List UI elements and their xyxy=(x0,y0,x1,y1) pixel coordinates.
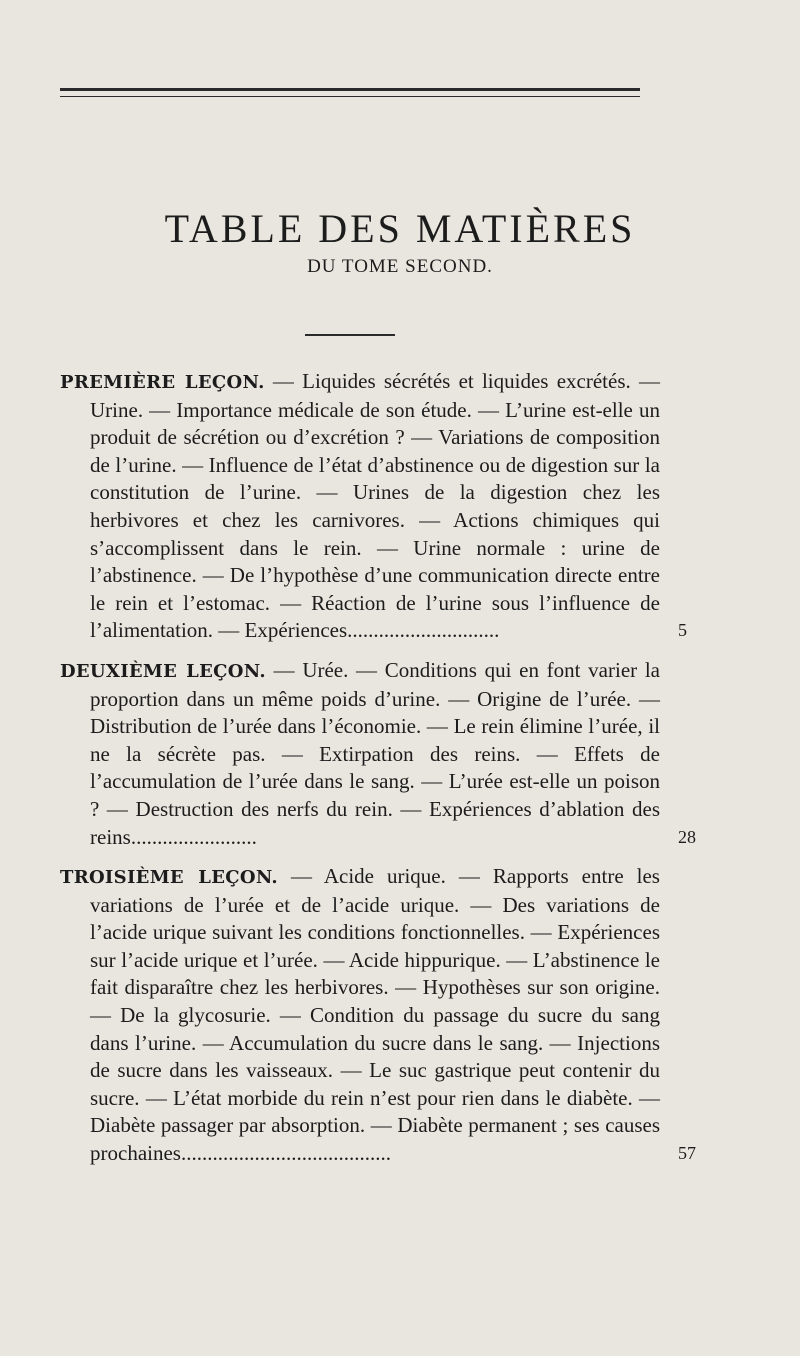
top-double-rule xyxy=(60,88,640,91)
entry-text: — Acide urique. — Rapports entre les variations de l’urée et de l’acide urique. — Des variations de l’acide urique suivant les conditions fonctionnelles. — Expériences sur l’acide urique et l’urée. — Acide hippurique. — L’abstinence le fait disparaître chez les herbivores. — Hypothèses sur son origine. — De la glycosurie. — Condition du passage du sucre du sang dans l’urine. — Accumulation du sucre dans le sang. — Injections de sucre dans les vaisseaux. — Le suc gastrique peut contenir du sucre. — L’état morbide du rein n’est pour rien dans le diabète. — Diabète passager par absorption. — Diabète permanent ; ses causes prochaines........................................ xyxy=(90,864,660,1166)
page-title: TABLE DES MATIÈRES xyxy=(164,205,636,251)
entry-text: — Liquides sécrétés et liquides excrétés. — Urine. — Importance médicale de son étude. — L’urine est-elle un produit de sécrétion ou d’excrétion ? — Variations de composition de l’urine. — Influence de l’état d’abstinence ou de digestion sur la constitution de l’urine. — Urines de la digestion chez les herbivores et chez les carnivores. — Actions chimiques qui s’accomplissent dans le rein. — Urine normale : urine de l’abstinence. — De l’hypothèse d’une communication directe entre le rein et l’estomac. — Réaction de l’urine sous l’influence de l’alimentation. — Expériences............................. xyxy=(90,369,660,643)
entry-heading: TROISIÈME LEÇON. xyxy=(60,867,278,889)
page-subtitle: DU TOME SECOND. xyxy=(307,256,493,277)
entry-heading: DEUXIÈME LEÇON. xyxy=(60,660,266,682)
entry-heading: PREMIÈRE LEÇON. xyxy=(60,372,265,393)
toc-entry-lecon-3: TROISIÈME LEÇON. — Acide urique. — Rapports entre les variations de l’urée et de l’acide urique. — Des variations de l’acide urique suivant les conditions fonctionnelles. — Expériences sur l’acide urique et l’urée. — Acide hippurique. — L’abstinence le fait disparaître chez les herbivores. — Hypothèses sur son origine. — De la glycosurie. — Condition du passage du sucre du sang dans l’urine. — Accumulation du sucre dans le sang. — Injections de sucre dans les vaisseaux. — Le suc gastrique peut contenir du sucre. — L’état morbide du rein n’est pour rien dans le diabète. — Diabète passager par absorption. — Diabète permanent ; ses causes prochaines........................................ 57 xyxy=(60,864,696,1166)
toc-entry-lecon-2: DEUXIÈME LEÇON. — Urée. — Conditions qui en font varier la proportion dans un même poids d’urine. — Origine de l’urée. — Distribution de l’urée dans l’économie. — Le rein élimine l’urée, il ne la sécrète pas. — Extirpation des reins. — Effets de l’accumulation de l’urée dans le sang. — L’urée est-elle un poison ? — Destruction des nerfs du rein. — Expériences d’ablation des reins........................ 28 xyxy=(60,657,696,849)
table-of-contents xyxy=(60,368,696,1180)
entry-text: — Urée. — Conditions qui en font varier la proportion dans un même poids d’urine. — Origine de l’urée. — Distribution de l’urée dans l’économie. — Le rein élimine l’urée, il ne la sécrète pas. — Extirpation des reins. — Effets de l’accumulation de l’urée dans le sang. — L’urée est-elle un poison ? — Destruction des nerfs du rein. — Expériences d’ablation des reins........................ xyxy=(90,657,660,849)
section-divider xyxy=(305,334,395,336)
toc-entry-lecon-1: PREMIÈRE LEÇON. — Liquides sécrétés et liquides excrétés. — Urine. — Importance médicale de son étude. — L’urine est-elle un produit de sécrétion ou d’excrétion ? — Variations de composition de l’urine. — Influence de l’état d’abstinence ou de digestion sur la constitution de l’urine. — Urines de la digestion chez les herbivores et chez les carnivores. — Actions chimiques qui s’accomplissent dans le rein. — Urine normale : urine de l’abstinence. — De l’hypothèse d’une communication directe entre le rein et l’estomac. — Réaction de l’urine sous l’influence de l’alimentation. — Expériences............................. 5 xyxy=(60,369,687,643)
top-thin-rule xyxy=(60,96,640,97)
